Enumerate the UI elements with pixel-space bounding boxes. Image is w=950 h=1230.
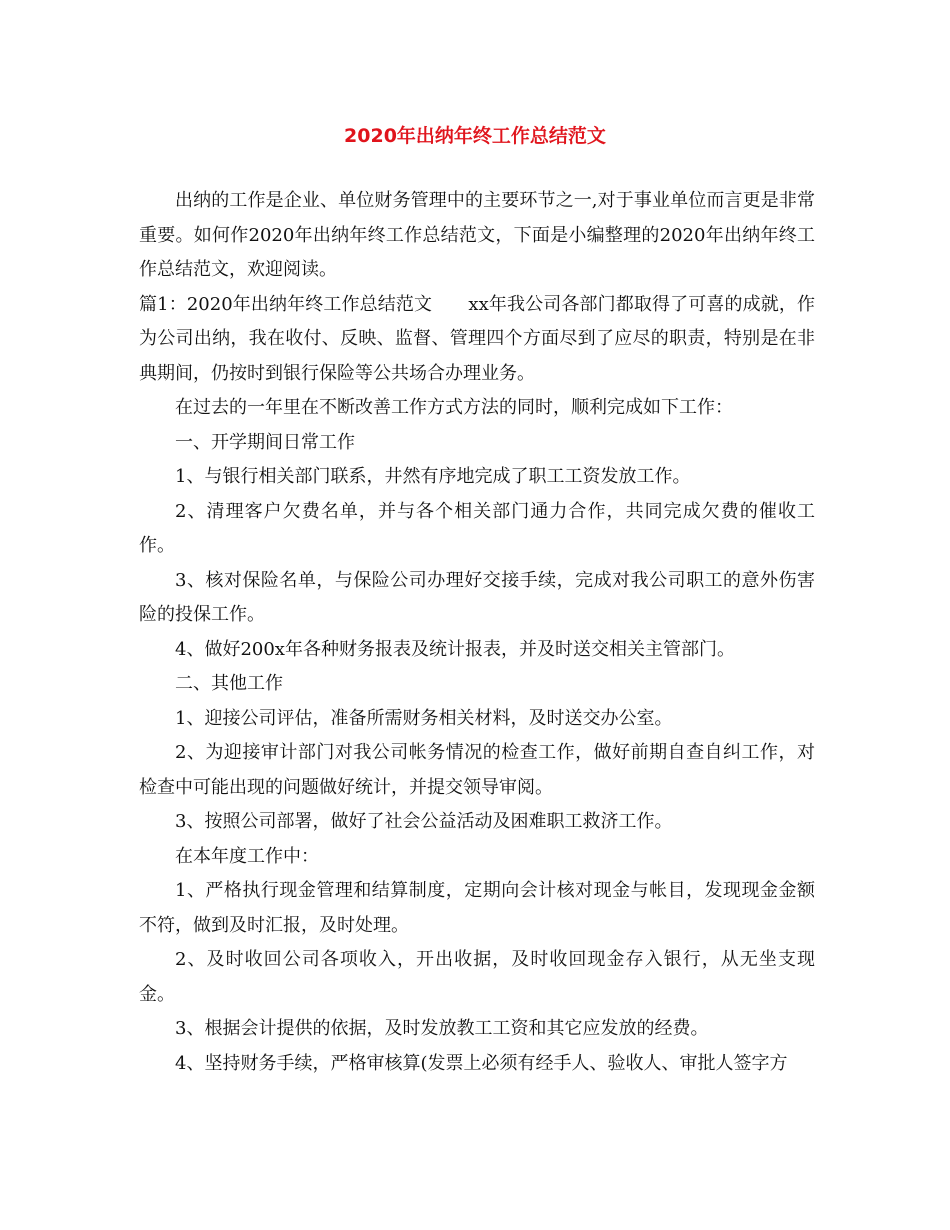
work-summary-paragraph: 在过去的一年里在不断改善工作方式方法的同时，顺利完成如下工作：	[175, 397, 733, 418]
list-item: 1、与银行相关部门联系，井然有序地完成了职工工资发放工作。	[175, 466, 691, 487]
list-item: 3、根据会计提供的依据，及时发放教工工资和其它应发放的经费。	[175, 1018, 709, 1039]
document-body	[139, 184, 815, 1081]
heading-this-year: 在本年度工作中：	[175, 845, 319, 867]
list-item: 1、迎接公司评估，准备所需财务相关材料，及时送交办公室。	[175, 707, 673, 729]
heading-other-work: 二、其他工作	[175, 673, 283, 694]
list-item: 2、为迎接审计部门对我公司帐务情况的检查工作，做好前期自查自纠工作，对检查中可能出现的问题做好统计，并提交领导审阅。	[139, 742, 815, 798]
list-item: 4、做好200x年各种财务报表及统计报表，并及时送交相关主管部门。	[175, 638, 735, 660]
list-item: 3、按照公司部署，做好了社会公益活动及困难职工救济工作。	[175, 811, 673, 832]
list-item: 2、清理客户欠费名单，并与各个相关部门通力合作，共同完成欠费的催收工作。	[139, 500, 815, 556]
heading-daily-work: 一、开学期间日常工作	[175, 431, 355, 453]
document-title: 2020年出纳年终工作总结范文	[344, 125, 606, 147]
list-item: 4、坚持财务手续，严格审核算(发票上必须有经手人、验收人、审批人签字方	[175, 1052, 788, 1074]
list-item: 2、及时收回公司各项收入，开出收据，及时收回现金存入银行，从无坐支现金。	[139, 949, 815, 1005]
section-1-paragraph: 篇1：2020年出纳年终工作总结范文 xx年我公司各部门都取得了可喜的成就，作为公司出纳，我在收付、反映、监督、管理四个方面尽到了应尽的职责，特别是在非典期间，仍按时到银行保险等公共场合办理业务。	[139, 293, 815, 384]
intro-paragraph: 出纳的工作是企业、单位财务管理中的主要环节之一,对于事业单位而言更是非常重要。如何作2020年出纳年终工作总结范文，下面是小编整理的2020年出纳年终工作总结范文，欢迎阅读。	[139, 190, 815, 280]
list-item: 1、严格执行现金管理和结算制度，定期向会计核对现金与帐目，发现现金金额不符，做到及时汇报，及时处理。	[139, 880, 815, 936]
list-item: 3、核对保险名单，与保险公司办理好交接手续，完成对我公司职工的意外伤害险的投保工作。	[139, 569, 815, 625]
